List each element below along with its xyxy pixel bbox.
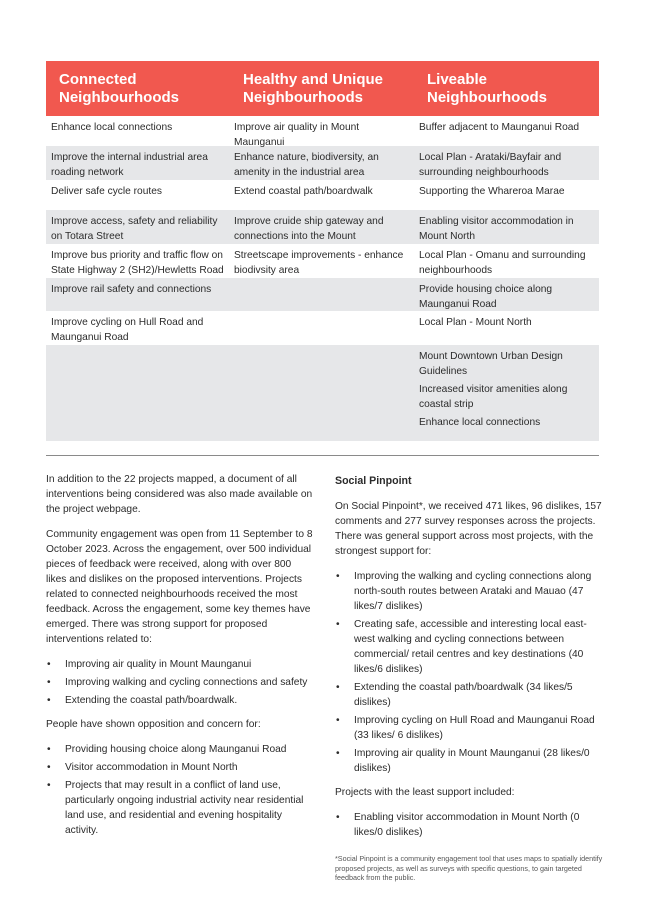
table-cell: [230, 378, 414, 411]
footnote: *Social Pinpoint is a community engagement tool that uses maps to spatially identify proposed projects, as well as surveys with specific questions, to gain targeted feedback from the public.: [335, 854, 603, 882]
table-row: [46, 210, 599, 244]
bullet-icon: •: [336, 715, 340, 726]
intro-paragraph: In addition to the 22 projects mapped, a document of all interventions being considered was also made available on the project webpage.: [46, 474, 313, 515]
interventions-table: [46, 61, 599, 441]
table-cell: Improve the internal industrial area roading network: [51, 152, 208, 178]
bullet-icon: •: [47, 695, 51, 706]
bullet-icon: •: [47, 659, 51, 670]
social-pinpoint-heading: Social Pinpoint: [335, 475, 412, 487]
header-healthy: Healthy and Unique Neighbourhoods: [243, 71, 384, 106]
list-item: • Enabling visitor accommodation in Mount North (0 likes/0 dislikes): [336, 812, 580, 838]
table-row: [46, 180, 599, 210]
list-item: • Creating safe, accessible and interesting local east-west walking and cycling connections between commercial/ retail centres and key destinations (40 likes/6 dislikes): [336, 619, 587, 675]
table-cell: [46, 345, 230, 378]
list-item: • Projects that may result in a conflict of land use, particularly ongoing industrial activity near residential land use, and residential and evening hospitality activity.: [47, 780, 304, 836]
bullet-icon: •: [47, 780, 51, 791]
table-row: [46, 411, 599, 441]
least-support-intro: Projects with the least support included:: [335, 787, 515, 798]
table-cell: [230, 411, 414, 441]
table-cell: Mount Downtown Urban Design Guidelines: [419, 351, 563, 377]
bullet-icon: •: [47, 677, 51, 688]
table-cell: [46, 378, 230, 411]
concern-intro: People have shown opposition and concern for:: [46, 719, 261, 730]
list-item: • Improving air quality in Mount Maunganui (28 likes/0 dislikes): [336, 748, 590, 774]
header-liveable: Liveable Neighbourhoods: [427, 71, 547, 106]
bullet-icon: •: [47, 744, 51, 755]
table-cell: Extend coastal path/boardwalk: [234, 186, 373, 197]
list-item: • Visitor accommodation in Mount North: [47, 762, 238, 773]
bullet-icon: •: [336, 571, 340, 582]
table-cell: [46, 411, 230, 441]
table-cell: Enhance local connections: [419, 417, 541, 428]
table-cell: Local Plan - Arataki/Bayfair and surrounding neighbourhoods: [419, 152, 562, 178]
table-cell: [230, 345, 414, 378]
table-row: [46, 244, 599, 278]
list-item: • Improving cycling on Hull Road and Maunganui Road (33 likes/ 6 dislikes): [336, 715, 595, 741]
table-cell: Local Plan - Mount North: [419, 317, 532, 328]
table-cell: Buffer adjacent to Maunganui Road: [419, 122, 580, 133]
support-list: [46, 657, 314, 708]
table-cell: Improve air quality in Mount Maunganui: [234, 122, 360, 148]
list-item: • Extending the coastal path/boardwalk.: [47, 695, 238, 706]
table-cell: Improve cruide ship gateway and connections into the Mount: [234, 216, 384, 242]
bullet-icon: •: [47, 762, 51, 773]
table-row: [46, 278, 599, 311]
table-header: [46, 61, 599, 116]
bullet-icon: •: [336, 682, 340, 693]
table-cell: Improve access, safety and reliability on Totara Street: [51, 216, 218, 242]
header-connected: Connected Neighbourhoods: [59, 71, 179, 106]
table-row: [46, 345, 599, 378]
list-item: • Improving walking and cycling connections and safety: [47, 677, 308, 688]
table-cell: Enabling visitor accommodation in Mount North: [419, 216, 574, 242]
list-item: • Extending the coastal path/boardwalk (34 likes/5 dislikes): [336, 682, 573, 708]
table-cell: Provide housing choice along Maunganui Road: [419, 284, 553, 310]
table-cell: [230, 311, 414, 345]
table-row: [46, 146, 599, 180]
table-row: [46, 378, 599, 411]
table-cell: Increased visitor amenities along coastal strip: [419, 384, 568, 410]
least-support-list: [335, 810, 603, 840]
left-column: [46, 472, 314, 847]
table-row: [46, 116, 599, 146]
table-cell: Supporting the Whareroa Marae: [419, 186, 565, 197]
engagement-paragraph: Community engagement was open from 11 September to 8 October 2023. Across the engagement, over 500 individual pieces of feedback were received, along with over 800 likes and dislikes on the proposed interventions. Projects related to connected neighbourhoods received the most feedback. Across the engagement, some key themes have emerged. There was strong support for proposed interventions related to:: [46, 529, 313, 645]
table-cell: Streetscape improvements - enhance biodivsity area: [234, 250, 404, 276]
table-row: [46, 311, 599, 345]
concern-list: [46, 742, 314, 838]
pinpoint-paragraph: On Social Pinpoint*, we received 471 likes, 96 dislikes, 157 comments and 277 survey responses across the projects. There was general support across most projects, with the strongest support for:: [335, 501, 602, 557]
table-cell: [230, 278, 414, 311]
bullet-icon: •: [336, 619, 340, 630]
table-cell: Enhance nature, biodiversity, an amenity in the industrial area: [234, 152, 379, 178]
strongest-support-list: [335, 569, 603, 776]
list-item: • Improving air quality in Mount Maunganui: [47, 659, 252, 670]
table-cell: Improve bus priority and traffic flow on State Highway 2 (SH2)/Hewletts Road: [51, 250, 224, 276]
table-cell: Improve rail safety and connections: [51, 284, 212, 295]
bullet-icon: •: [336, 812, 340, 823]
table-cell: Local Plan - Omanu and surrounding neighbourhoods: [419, 250, 586, 276]
table-cell: Deliver safe cycle routes: [51, 186, 162, 197]
section-divider: [46, 455, 599, 456]
bullet-icon: •: [336, 748, 340, 759]
right-column: [335, 472, 603, 883]
table-cell: Improve cycling on Hull Road and Maunganui Road: [51, 317, 204, 343]
table-cell: Enhance local connections: [51, 122, 173, 133]
list-item: • Improving the walking and cycling connections along north-south routes between Arataki and Mauao (47 likes/7 dislikes): [336, 571, 592, 612]
list-item: • Providing housing choice along Maunganui Road: [47, 744, 287, 755]
